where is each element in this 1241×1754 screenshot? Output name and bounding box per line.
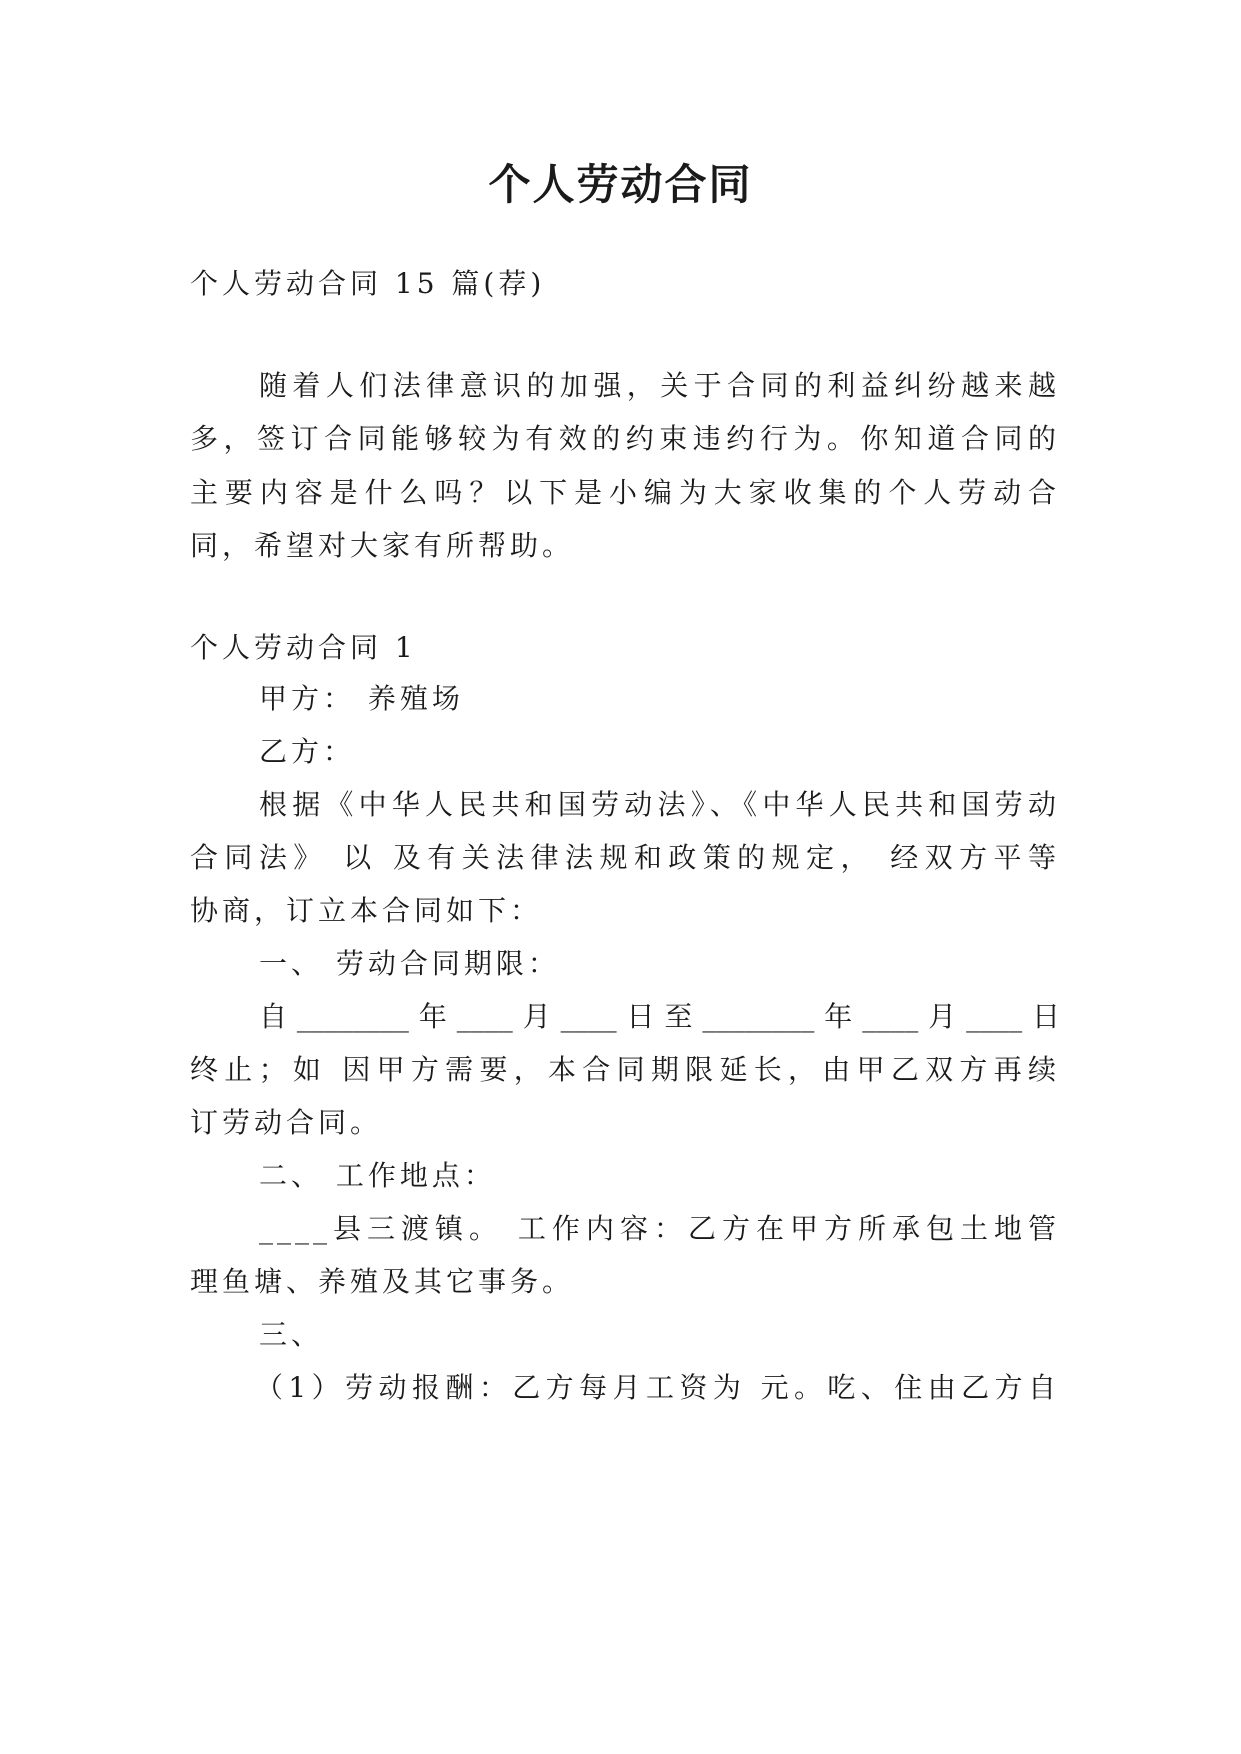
clause-1-line-3: 订劳动合同。 bbox=[190, 1106, 383, 1139]
clause-2-heading: 二、 工作地点： bbox=[259, 1159, 496, 1192]
clause-2-line-2: 理鱼塘、养殖及其它事务。 bbox=[190, 1265, 575, 1298]
intro-line-1: 随着人们法律意识的加强，关于合同的利益纠纷越来越 bbox=[259, 369, 1060, 402]
clause-3-line-1: （1）劳动报酬：乙方每月工资为 元。吃、住由乙方自 bbox=[255, 1371, 1060, 1404]
intro-line-4: 同，希望对大家有所帮助。 bbox=[190, 529, 575, 562]
clause-3-heading: 三、 bbox=[259, 1318, 324, 1351]
clause-2-line-1: ____县三渡镇。 工作内容：乙方在甲方所承包土地管 bbox=[259, 1212, 1060, 1245]
intro-line-2: 多，签订合同能够较为有效的约束违约行为。你知道合同的 bbox=[190, 422, 1060, 455]
basis-line-2: 合同法》 以 及有关法律法规和政策的规定， 经双方平等 bbox=[190, 841, 1060, 874]
document-title: 个人劳动合同 bbox=[488, 160, 753, 209]
document-subtitle: 个人劳动合同 15 篇(荐) bbox=[190, 267, 546, 300]
clause-1-line-1: 自________年____月____日至________年____月____日 bbox=[259, 1000, 1060, 1033]
basis-line-1: 根据《中华人民共和国劳动法》、《中华人民共和国劳动 bbox=[259, 788, 1060, 821]
intro-line-3: 主要内容是什么吗？以下是小编为大家收集的个人劳动合 bbox=[190, 476, 1060, 509]
section-heading: 个人劳动合同 1 bbox=[190, 631, 417, 664]
party-b-line: 乙方： bbox=[259, 735, 356, 768]
clause-1-line-2: 终止；如 因甲方需要，本合同期限延长，由甲乙双方再续 bbox=[190, 1053, 1060, 1086]
party-a-line: 甲方： 养殖场 bbox=[259, 682, 464, 715]
clause-1-heading: 一、 劳动合同期限： bbox=[259, 947, 560, 980]
basis-line-3: 协商，订立本合同如下： bbox=[190, 894, 543, 927]
